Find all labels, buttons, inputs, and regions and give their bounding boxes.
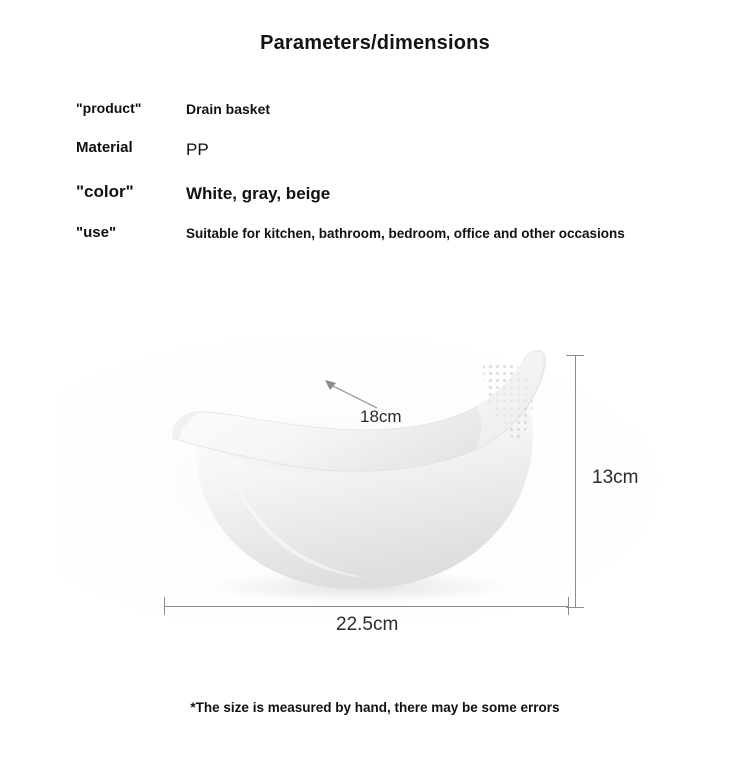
- spec-row-use: [76, 224, 656, 244]
- spec-value-color: White, gray, beige: [186, 183, 331, 203]
- dimension-tick-width-right: [568, 597, 569, 615]
- dimension-tick-height-top: [566, 355, 584, 356]
- dimension-tick-width-left: [164, 597, 165, 615]
- dimension-line-height: [575, 355, 576, 607]
- product-image-area: [0, 320, 750, 650]
- spec-label-product: "product": [76, 100, 142, 116]
- dimension-line-width: [164, 606, 569, 607]
- spec-row-material: [76, 139, 656, 161]
- dimension-label-width: 22.5cm: [336, 614, 399, 635]
- specification-table: [76, 100, 656, 244]
- spec-value-product: Drain basket: [186, 101, 271, 117]
- dimension-label-height: 13cm: [592, 467, 639, 488]
- page-title: Parameters/dimensions: [260, 32, 490, 54]
- spec-label-color: "color": [76, 181, 134, 201]
- spec-row-color: [76, 181, 656, 205]
- measurement-disclaimer: *The size is measured by hand, there may be some errors: [190, 700, 560, 715]
- spec-value-use: Suitable for kitchen, bathroom, bedroom, office and other occasions: [186, 226, 625, 242]
- spec-label-material: Material: [76, 138, 133, 156]
- spec-row-product: [76, 100, 656, 119]
- spec-label-use: "use": [76, 224, 117, 242]
- dimension-label-inner-width: 18cm: [360, 407, 402, 426]
- spec-value-material: PP: [186, 139, 209, 159]
